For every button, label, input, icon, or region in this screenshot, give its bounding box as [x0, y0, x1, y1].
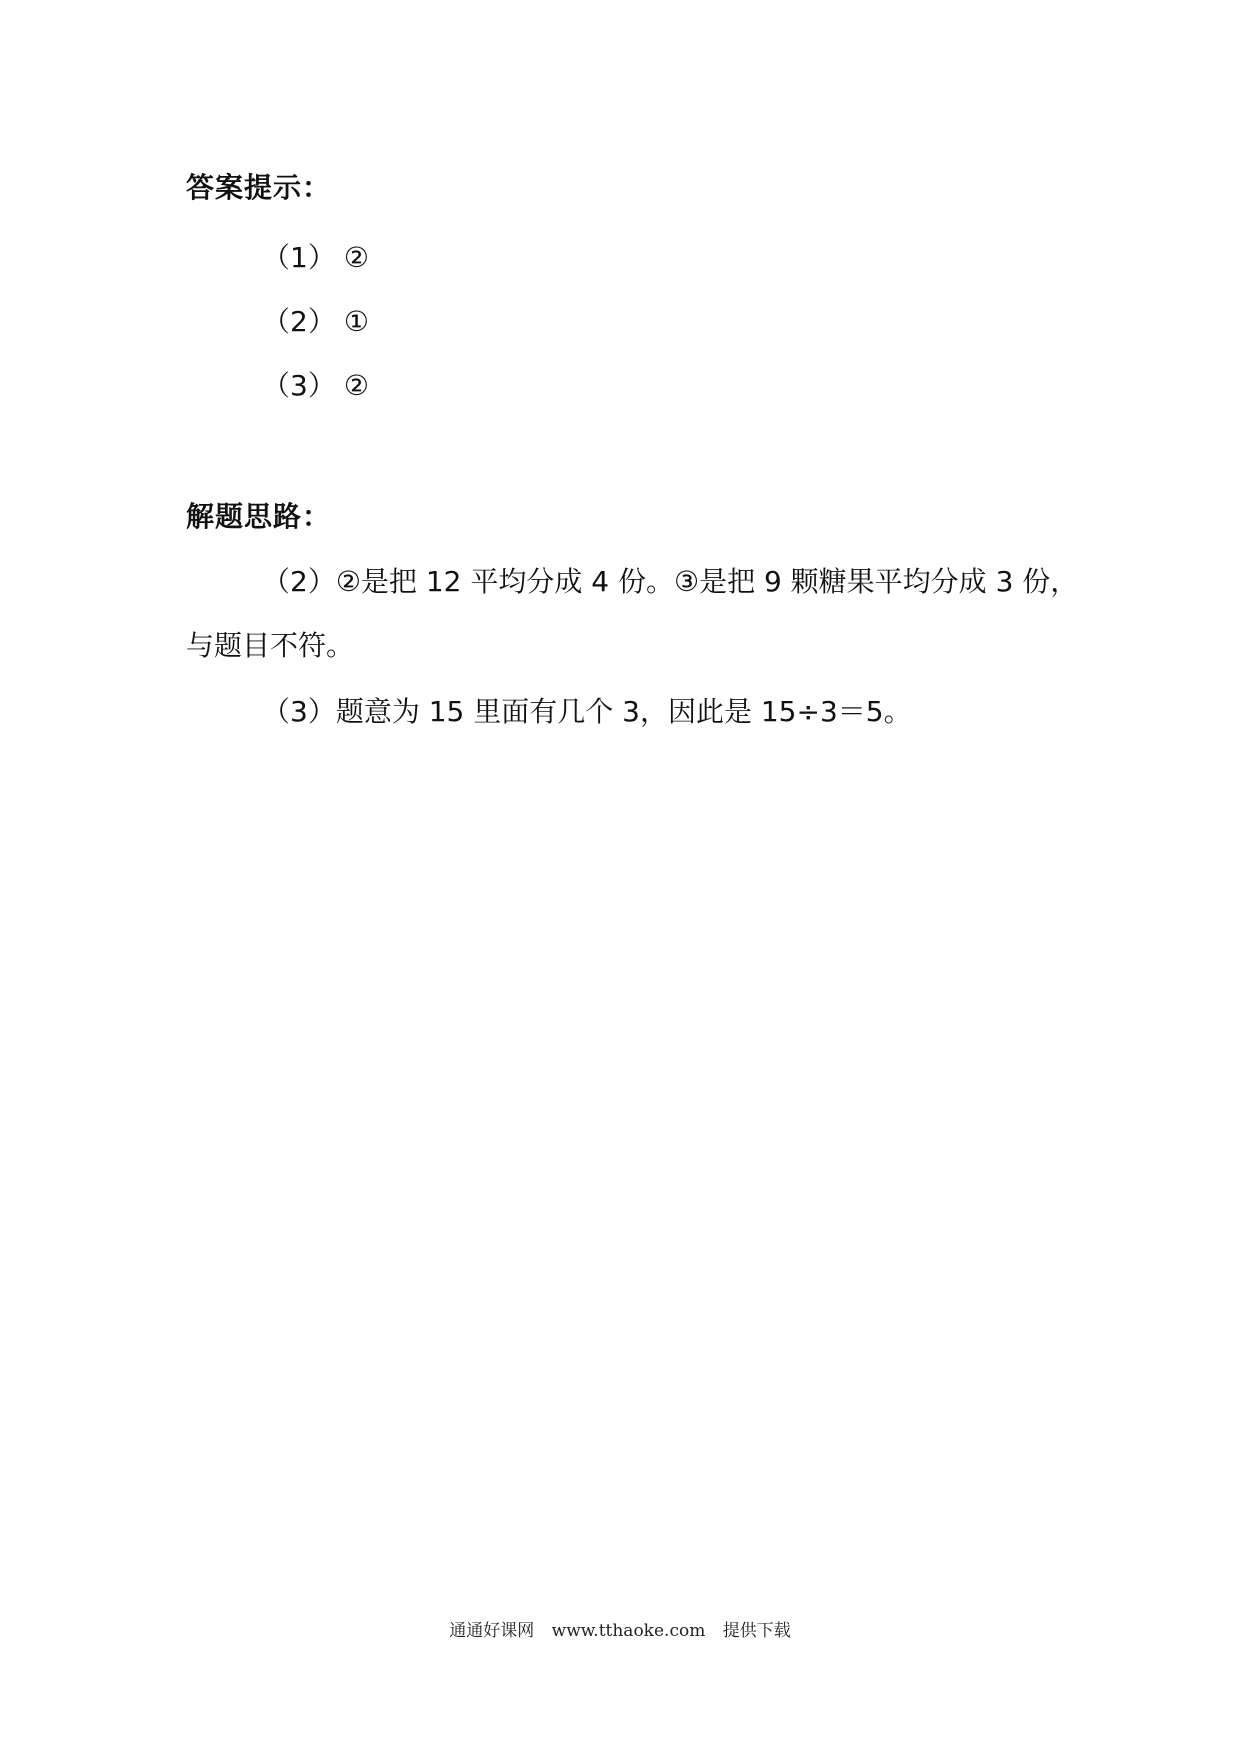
answer-number: （2）: [262, 305, 336, 338]
answer-value: ②: [343, 369, 369, 402]
solution-heading: 解题思路：: [186, 500, 332, 533]
answer-value: ①: [343, 305, 369, 338]
footer-url: www.tthaoke.com: [551, 1621, 706, 1641]
answer-item: [262, 236, 369, 276]
page-footer: [0, 1616, 1240, 1641]
answer-number: （1）: [262, 241, 336, 274]
answers-heading: 答案提示：: [186, 171, 332, 204]
footer-site-name: 通通好课网: [449, 1621, 535, 1641]
answer-item: [262, 364, 369, 404]
answer-number: （3）: [262, 369, 336, 402]
answer-value: ②: [343, 241, 369, 274]
footer-suffix: 提供下载: [722, 1621, 791, 1641]
solution-paragraph-line: 与题目不符。: [186, 629, 355, 662]
solution-paragraph-line: （2）②是把 12 平均分成 4 份。③是把 9 颗糖果平均分成 3 份，: [262, 565, 1079, 598]
solution-paragraph-line: （3）题意为 15 里面有几个 3，因此是 15÷3＝5。: [262, 695, 912, 728]
answer-item: [262, 300, 369, 340]
